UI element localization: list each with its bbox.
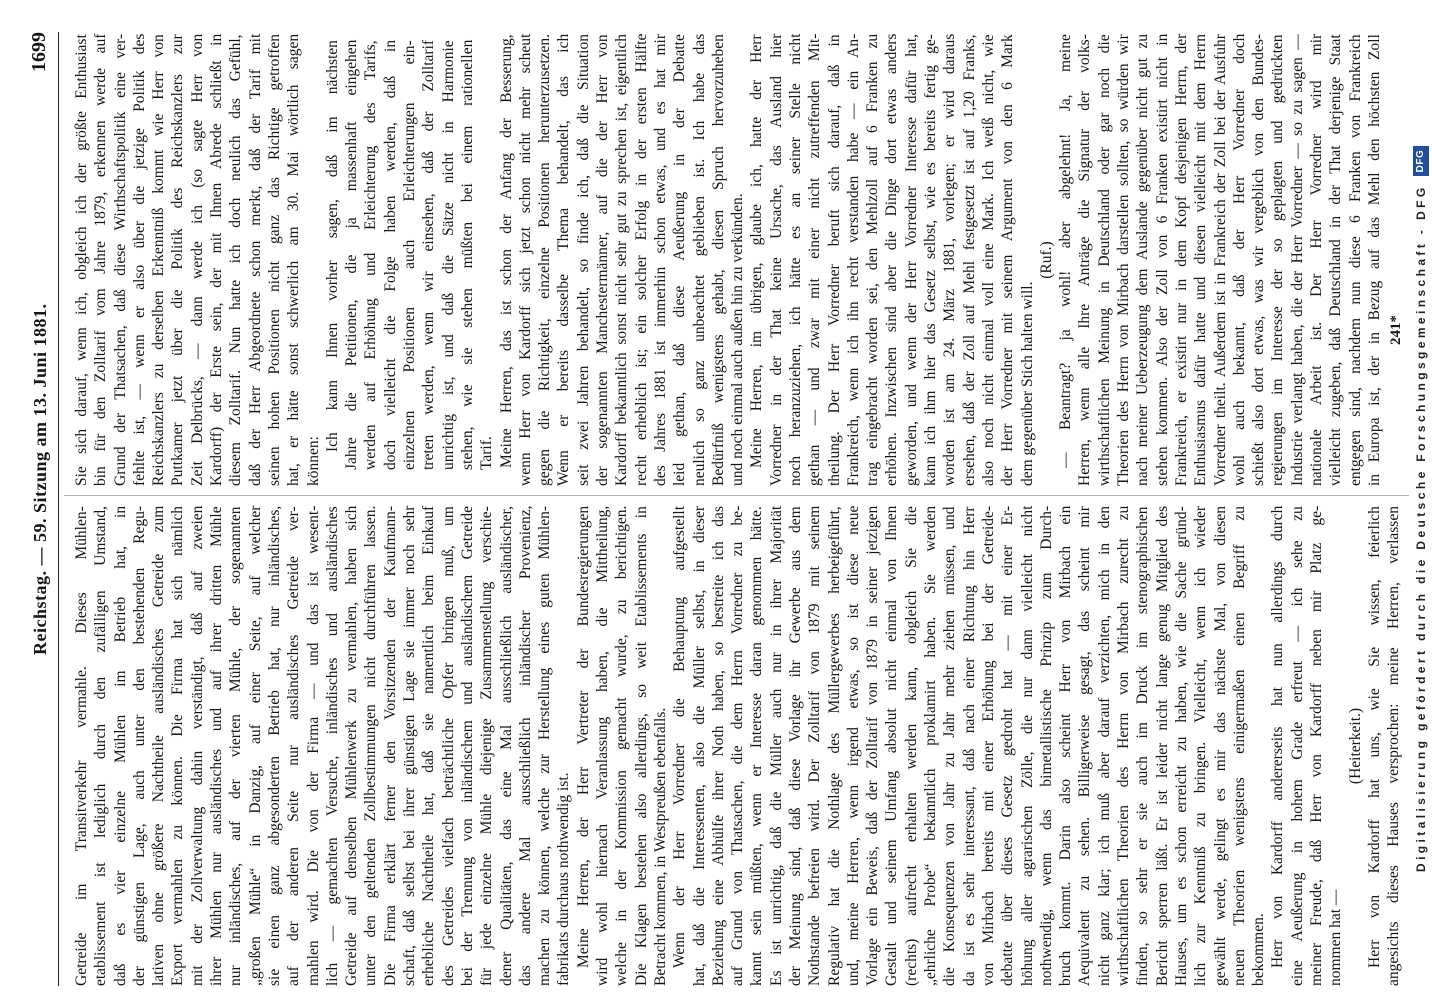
text-line <box>1288 34 1307 486</box>
text-line <box>1037 506 1056 986</box>
text-line <box>1018 506 1037 986</box>
text-line-text: bruch kommt. Darin also scheint Herr von Mirbach ein <box>1057 505 1075 986</box>
text-line <box>1346 506 1365 986</box>
text-line-text: meiner Freude, daß Herr von Kardorff neben mir Platz ge- <box>1308 505 1325 986</box>
text-line-text: unrichtig ist, und daß die Sätze nicht in Harmonie <box>439 40 457 470</box>
text-line-text: mit der Zollverwaltung dahin verständigt, daß auf zweien <box>188 505 206 986</box>
text-line <box>902 34 921 486</box>
text-line-text: des Jahres 1881 ist immerhin schon etwas, und es hat mir <box>651 33 669 486</box>
text-line-text: seit zwei Jahren behandelt, so finde ich, daß die Situation <box>574 34 592 486</box>
text-line-text: fabrikats durchaus nothwendig ist. <box>555 772 573 986</box>
text-line-text: auf der anderen Seite nur ausländisches Getreide ver- <box>285 506 303 986</box>
text-line <box>1133 506 1152 986</box>
text-line-text: Vorlage ein Beweis, daß der Zolltarif von 1879 in seiner jetzigen <box>864 505 882 986</box>
text-line <box>1172 34 1191 486</box>
interjection <box>1037 34 1056 486</box>
text-line <box>284 34 303 486</box>
text-line-text: mahlen wird. Die von der Firma — und das ist wesent- <box>304 505 322 986</box>
text-line <box>554 506 573 986</box>
text-line-text: Herren, wenn alle Ihre Anträge die Signatur der volks- <box>1076 34 1094 486</box>
paragraph <box>72 34 323 486</box>
text-line-text: vielleicht zugeben, daß Deutschland in der That derjenige Staat <box>1327 34 1345 486</box>
text-line <box>477 34 496 486</box>
text-line <box>1056 34 1075 486</box>
text-line-text: Herr von Kardorff hat uns, wie Sie wissen, feierlich <box>1365 506 1383 968</box>
header-rule <box>58 32 59 986</box>
text-line <box>767 34 786 486</box>
text-line-text: lich zur Kenntniß zu bringen. Vielleicht, wenn ich wieder <box>1192 505 1210 986</box>
text-line-text: Vorredner in der That keine Ursache, das Ausland hier <box>767 33 785 486</box>
text-line <box>593 506 612 986</box>
text-line <box>1211 34 1230 486</box>
text-line-text: leid gethan, daß diese Aeußerung in der Debatte <box>671 34 689 486</box>
column-left <box>72 506 1403 986</box>
text-line-text: wird wohl hiernach Veranlassung haben, die Mittheilung, <box>594 505 612 986</box>
text-line <box>535 506 554 986</box>
text-line <box>805 506 824 986</box>
text-line-text: ihrer Mühlen nur ausländisches und auf ihrer dritten Mühle <box>208 506 226 986</box>
text-line-text: Bedürfniß wenigstens gehabt, diesen Spruch hervorzuheben <box>709 34 727 486</box>
paragraph <box>574 506 670 986</box>
quotation <box>323 34 497 486</box>
text-line <box>670 506 689 986</box>
text-line-text: hat, er hätte sonst schwerlich am 30. Mai wörtlich sagen <box>285 33 303 486</box>
text-line-text: Wenn er bereits dasselbe Thema behandelt, das ich <box>555 33 573 486</box>
text-line <box>1326 34 1345 486</box>
text-line <box>1095 506 1114 986</box>
text-line <box>728 34 747 486</box>
text-line <box>381 506 400 986</box>
text-line <box>1133 34 1152 486</box>
text-line <box>458 34 477 486</box>
text-line <box>921 34 940 486</box>
text-line <box>1230 34 1249 486</box>
text-line <box>246 34 265 486</box>
text-line <box>940 506 959 986</box>
text-line-text: also noch nicht einmal voll eine Mark. Ich weiß nicht, wie <box>979 34 997 486</box>
text-line <box>149 34 168 486</box>
text-line-text: gethan — und zwar mit einer nicht zutreffenden Mit- <box>806 33 824 486</box>
text-line-text: Die Firma erklärt ferner den Vorsitzenden der Kaufmann- <box>381 505 399 986</box>
text-line-text: Ich kann Ihnen vorher sagen, daß im nächsten <box>323 40 341 452</box>
text-line <box>400 506 419 986</box>
text-line-text: welche in der Kommission gemacht wurde, zu berichtigen. <box>613 505 631 986</box>
text-line <box>149 506 168 986</box>
text-line <box>632 506 651 986</box>
text-line-text: Theorien des Herrn von Mirbach darstellen sollten, so würden wir <box>1115 34 1133 486</box>
text-line-text: theilung. Der Herr Vorredner beruft sich darauf, daß in <box>825 34 843 486</box>
text-line-text: seinen hohen Positionen nicht ganz das Richtige getroffen <box>265 33 283 486</box>
text-line <box>979 34 998 486</box>
text-line-text: Es ist unrichtig, daß die Müller auch nur in ihrer Majorität <box>767 505 785 986</box>
text-line <box>130 34 149 486</box>
paragraph <box>670 506 1268 986</box>
text-line <box>1326 506 1345 986</box>
text-line <box>91 34 110 486</box>
page-number: 1699 <box>28 32 50 72</box>
text-line-text: fehlte ist, — wenn er also über die jetzige Politik des <box>130 33 148 486</box>
text-line-text: Kardorff bekanntlich sonst nicht sehr gut zu sprechen ist, eigentlich <box>613 34 631 486</box>
text-line-text: der günstigen Lage, auch unter den bestehenden Regu- <box>130 505 148 986</box>
dfg-logo-icon: DFG <box>1413 146 1429 177</box>
text-line-text: debatte über dieses Gesetz gedroht hat — mit einer Er- <box>999 505 1017 986</box>
text-line <box>1018 34 1037 486</box>
text-line-text: Getreide auf denselben Mühlenwerk zu vermahlen, haben sich <box>343 505 361 986</box>
paragraph <box>497 34 748 486</box>
text-line-text: der Meinung sind, daß diese Vorlage ihr Gewerbe aus dem <box>786 506 804 986</box>
text-line-text: erhebliche Nachtheile hat, daß sie namentlich beim Einkauf <box>420 505 438 986</box>
text-line <box>226 34 245 486</box>
text-line <box>728 506 747 986</box>
text-line-text: trag eingebracht worden sei, den Mehlzoll auf 6 Franken zu <box>864 33 882 486</box>
text-line-text: einzelnen Positionen auch Erleichterungen ein- <box>401 40 419 470</box>
printer-signature: 241* <box>1388 315 1404 345</box>
text-line <box>1384 506 1403 986</box>
text-line-text: Frankreich, wenn ich ihn recht verstanden habe — ein An- <box>844 33 862 486</box>
text-line-text: für jede einzelne Mühle diejenige Zusammenstellung verschie- <box>478 506 496 986</box>
text-line <box>1172 506 1191 986</box>
text-line-text: lativen ohne größere Nachtheile ausländisches Getreide zum <box>150 505 168 986</box>
text-line <box>786 34 805 486</box>
text-line-text: Regulativ hat die Nothlage des Müllergewerbes herbeigeführt, <box>825 506 843 986</box>
text-line-text: unter den geltenden Zollbestimmungen nicht durchführen lassen. <box>362 505 380 986</box>
text-line-text: des Getreides vielfach beträchtliche Opfer bringen muß, um <box>439 506 457 986</box>
text-line-text: regierungen im Interesse der so geplagten und gedrückten <box>1269 34 1287 486</box>
text-line <box>998 506 1017 986</box>
text-line <box>168 506 187 986</box>
text-line-text: Jahre die Petitionen, die ja massenhaft eingehen <box>343 39 361 470</box>
text-line <box>1056 506 1075 986</box>
text-line-text: diesem Zolltarif. Nun hatte ich doch neulich das Gefühl, <box>227 34 245 486</box>
text-line <box>1037 34 1056 486</box>
text-line <box>574 34 593 486</box>
text-line-text: neulich so ganz unbeachtet geblieben ist. Ich habe das <box>690 33 708 486</box>
text-line <box>361 34 380 486</box>
text-line <box>111 34 130 486</box>
text-line-text: kann ich ihm hier das Gesetz selbst, wie es bereits fertig ge- <box>922 34 940 486</box>
text-line <box>111 506 130 986</box>
text-line <box>574 506 593 986</box>
text-line <box>612 34 631 486</box>
text-line-text: Kardorff) der Erste sein, der mit Ihnen Abrede schließt in <box>208 33 226 486</box>
text-line-text: Enthusiasmus dafür hatte und diesen vielleicht mit dem Herrn <box>1192 34 1210 486</box>
text-line-text: Aequivalent zu sehen. Billigerweise gesagt, das scheint mir <box>1076 506 1094 986</box>
text-line <box>960 506 979 986</box>
text-line <box>323 34 342 486</box>
text-line-text: Wenn der Herr Vorredner die Behauptung aufgestellt <box>671 505 689 968</box>
text-line <box>1307 34 1326 486</box>
text-line <box>439 34 458 486</box>
text-line-text: eine Aeußerung in hohem Grade erfreut — ich sehe zu <box>1288 506 1306 986</box>
text-line-text: Meine Herren, im übrigen, glaube ich, hatte der Herr <box>748 34 766 468</box>
text-line <box>361 506 380 986</box>
text-line <box>554 34 573 486</box>
text-line-text: der Herr Vorredner mit seinem Argument von den 6 Mark <box>999 34 1017 486</box>
text-line-text: das andere Mal ausschließlich inländischer Provenienz, <box>516 505 534 986</box>
text-line-text: stehen kommen. Also der Zoll von 6 Franken existirt nicht in <box>1153 33 1171 486</box>
text-line-text: wirthschaftlichen Theorien des Herrn von Mirbach zurecht zu <box>1115 505 1133 986</box>
text-line <box>91 506 110 986</box>
text-line <box>497 506 516 986</box>
text-line-text: wenn Herr von Kardorff sich jetzt schon nicht mehr scheut <box>516 33 534 486</box>
text-line <box>593 34 612 486</box>
text-line <box>1114 34 1133 486</box>
text-line <box>1075 34 1094 486</box>
text-line-text: (Heiterkeit.) <box>1346 707 1364 785</box>
text-line-text: Beziehung eine Abhülfe ihrer Noth haben, so bestreite ich das <box>709 506 727 986</box>
text-line <box>246 506 265 986</box>
text-line <box>1153 506 1172 986</box>
text-line-text: nothwendig, wenn das bimetallistische Prinzip zum Durch- <box>1037 505 1055 986</box>
text-line <box>168 34 187 486</box>
text-line <box>844 506 863 986</box>
text-line <box>342 506 361 986</box>
text-line <box>825 34 844 486</box>
text-line <box>767 506 786 986</box>
text-line <box>419 506 438 986</box>
text-line <box>400 34 419 486</box>
text-line-text: finden, so sehr er sie auch im Druck im stenographischen <box>1134 506 1152 986</box>
text-line-text: Meine Herren, das ist schon der Anfang der Besserung, <box>497 34 515 468</box>
text-line-text: dem gegenüber Stich halten will. <box>1018 281 1036 486</box>
text-line-text: nicht ganz klar; ich muß aber darauf verzichten, mich in den <box>1095 506 1113 986</box>
text-line-text: Vorredner theilt. Außerdem ist in Frankreich der Zoll bei der Ausfuhr <box>1211 34 1229 486</box>
text-line <box>1268 34 1287 486</box>
text-line <box>882 506 901 986</box>
text-line-text: doch vielleicht die Folge haben werden, daß in <box>381 39 399 470</box>
text-line-text: Frankreich, er existirt nur in dem Kopf desjenigen Herrn, der <box>1172 33 1190 486</box>
text-line <box>632 34 651 486</box>
text-line <box>882 34 901 486</box>
text-line <box>304 34 323 486</box>
text-line <box>458 506 477 986</box>
text-line <box>940 34 959 486</box>
text-line <box>381 34 400 486</box>
text-line-text: und noch einmal auch außen hin zu verkünden. <box>729 193 747 486</box>
text-line-text: und, meine Herren, wenn irgend etwas, so ist diese neue <box>844 505 862 986</box>
text-line <box>690 34 709 486</box>
text-line-text: dener Qualitäten, das eine Mal ausschließlich ausländischer, <box>497 506 515 986</box>
text-line <box>1211 506 1230 986</box>
text-line-text: Tarif. <box>478 436 496 470</box>
paragraph <box>72 506 574 986</box>
text-line <box>342 34 361 486</box>
text-line-text: „großen Mühle“ in Danzig, auf einer Seite, auf welcher <box>246 505 264 986</box>
text-line-text: lich — gemachten Versuche, inländisches und ausländisches <box>323 506 341 986</box>
text-line-text: erhöhen. Inzwischen sind aber die Dinge dort etwas anders <box>883 33 901 486</box>
text-line-text: (rechts) aufrecht erhalten werden kann, obgleich Sie die <box>902 506 920 986</box>
credit-text: Digitalisierung gefördert durch die Deutsche Forschungsgemeinschaft - DFG <box>1414 184 1428 872</box>
text-line-text: Reichskanzlers zu derselben Erkenntniß kommt wie Herr von <box>150 34 168 486</box>
text-line-text: angesichts dieses Hauses versprochen: meine Herren, verlassen <box>1385 506 1403 986</box>
text-line-text: Gestalt und seinem Umfang absolut nicht einmal von Ihnen <box>883 505 901 986</box>
paragraph <box>1268 506 1345 986</box>
text-line <box>709 506 728 986</box>
text-line <box>1268 506 1287 986</box>
text-line-text: „ehrliche Probe“ bekanntlich proklamirt haben. Sie werden <box>922 505 940 986</box>
text-line-text: Sie sich darauf, wenn ich, obgleich ich der größte Enthusiast <box>73 34 90 486</box>
text-line <box>188 34 207 486</box>
text-line <box>1288 506 1307 986</box>
text-line <box>921 506 940 986</box>
text-line <box>1075 506 1094 986</box>
text-line <box>284 506 303 986</box>
text-line-text: (Ruf.) <box>1037 241 1055 279</box>
text-line <box>979 506 998 986</box>
text-line-text: Hauses, um es schon erreicht zu haben, wie die Sache gründ- <box>1172 506 1190 986</box>
text-line-text: nationale Arbeit ist. Der Herr Vorredner wird mir <box>1308 33 1325 486</box>
text-line-text: — Beantragt? ja wohl! aber abgelehnt! Ja, meine <box>1057 34 1075 468</box>
text-line-text: entgegen sind, nachdem nun diese 6 Franken von Frankreich <box>1346 34 1364 486</box>
text-line-text: daß der Herr Abgeordnete schon merkt, daß der Tarif mit <box>246 33 264 486</box>
text-line <box>516 506 535 986</box>
text-line <box>265 34 284 486</box>
text-line-text: Die Klagen bestehen also allerdings, so weit Etablissements in <box>632 506 650 986</box>
paragraph <box>1056 34 1384 486</box>
text-line-text: von Mirbach bereits mit einer Erhöhung bei der Getreide- <box>979 505 997 986</box>
text-line <box>1249 34 1268 486</box>
text-line <box>902 506 921 986</box>
paragraph <box>747 34 1036 486</box>
text-line-text: da ist es sehr interessant, daß nach einer Richtung hin Herr <box>960 506 978 986</box>
text-line-text: werden auf Erhöhung und Erleichterung des Tarifs, <box>362 40 380 470</box>
text-line-text: Bericht sperren läßt. Er ist leider nicht lange genug Mitglied des <box>1153 505 1171 986</box>
text-line <box>1191 34 1210 486</box>
text-line-text: ersehen, daß der Zoll auf Mehl festgesetzt ist auf 1,20 Franks, <box>960 34 978 486</box>
text-line <box>516 34 535 486</box>
text-line-text: bei der Trennung von inländischem und ausländischem Getreide <box>458 505 476 986</box>
text-line-text: gegen die Richtigkeit, einzelne Positionen herunterzusetzen. <box>536 33 554 486</box>
text-line <box>863 506 882 986</box>
text-line <box>747 34 766 486</box>
text-line-text: bekommen. <box>1250 913 1268 986</box>
text-line <box>304 506 323 986</box>
text-line-text: wirthschaftlichen Meinung in Deutschland oder gar noch die <box>1095 34 1113 486</box>
text-line-text: geworden, und wenn der Herr Vorredner Interesse dafür hat, <box>902 33 920 486</box>
text-line <box>497 34 516 486</box>
text-line-text: bin für den Zolltarif vom Jahre 1879, erkennen werde auf <box>92 33 110 486</box>
text-line <box>1114 506 1133 986</box>
text-line <box>825 506 844 986</box>
text-line-text: Grund der Thatsachen, daß diese Wirthschaftspolitik eine ver- <box>111 33 129 486</box>
text-line <box>960 34 979 486</box>
text-line <box>419 34 438 486</box>
text-line <box>72 506 91 986</box>
text-line-text: treten werden, wenn wir einsehen, daß der Zolltarif <box>420 39 438 470</box>
text-line-text: nommen hat — <box>1327 889 1345 986</box>
text-line-text: Industrie verlangt haben, die der Herr Vorredner — so zu sagen — <box>1288 34 1306 486</box>
text-line-text: etablissement ist lediglich durch den zufälligen Umstand, <box>92 506 110 986</box>
paragraph <box>1365 506 1404 986</box>
column-rule <box>64 495 1409 496</box>
text-line-text: wohl auch bekannt, daß der Herr Vorredner doch <box>1230 33 1248 486</box>
text-line-text: Zeit Delbrücks, — dann werde ich (so sagte Herr von <box>188 33 206 486</box>
text-line <box>786 506 805 986</box>
text-line-text: auf Grund von Thatsachen, die dem Herrn Vorredner zu be- <box>729 505 747 986</box>
text-line <box>226 506 245 986</box>
text-line-text: gewählt werde, gelingt es mir das nächste Mal, von diesen <box>1211 506 1229 986</box>
text-line-text: sie einen ganz abgesonderten Betrieb hat, nur inländisches, <box>265 505 283 986</box>
text-line <box>1346 34 1365 486</box>
text-line-text: können: <box>304 436 322 486</box>
text-line-text: der sogenannten Manchestermänner, auf die der Herr von <box>594 34 612 486</box>
running-header-title: Reichstag. — 59. Sitzung am 13. Juni 1881. <box>30 303 50 655</box>
text-line <box>1365 34 1384 486</box>
text-line <box>130 506 149 986</box>
text-line-text: noch heranzuziehen, ich hätte es an seiner Stelle nicht <box>786 33 804 486</box>
text-line-text: schaft, daß selbst bei ihrer günstigen Lage sie immer noch sehr <box>401 505 419 986</box>
text-line-text: worden ist am 24. März 1881, vorlegen; er wird daraus <box>941 33 959 486</box>
text-line <box>207 506 226 986</box>
text-line <box>690 506 709 986</box>
text-line <box>612 506 631 986</box>
text-line <box>670 34 689 486</box>
text-line <box>1249 506 1268 986</box>
text-line-text: Herr von Kardorff andererseits hat nun allerdings durch <box>1269 505 1287 968</box>
text-line-text: Getreide im Transitverkehr vermahle. Dieses Mühlen- <box>73 506 90 986</box>
text-line-text: recht erheblich ist; ein solcher Erfolg in der ersten Hälfte <box>632 33 650 486</box>
text-line <box>439 506 458 986</box>
text-line-text: schießt also dort etwas, was wir vergeblich von den Bundes- <box>1250 33 1268 486</box>
text-line <box>651 506 670 986</box>
text-line-text: daß es vier einzelne Mühlen im Betrieb hat, in <box>111 505 129 986</box>
text-line <box>1095 34 1114 486</box>
text-line <box>188 506 207 986</box>
text-line-text: Puttkamer jetzt über die Politik des Reichskanzlers zur <box>169 34 187 486</box>
text-line <box>651 34 670 486</box>
text-line-text: neuen Theorien wenigstens einigermaßen einen Begriff zu <box>1230 506 1248 986</box>
text-line-text: Export vermahlen zu können. Die Firma hat sich nämlich <box>169 506 187 986</box>
text-line <box>207 34 226 486</box>
text-line <box>477 506 496 986</box>
text-line-text: höhung aller agrarischen Zölle, die nur dann vielleicht nicht <box>1018 505 1036 986</box>
text-line-text: hat, daß die Interessenten, also die Müller selbst, in dieser <box>690 506 708 986</box>
text-line <box>1230 506 1249 986</box>
text-line-text: in Europa ist, der in Bezug auf das Mehl den höchsten Zoll <box>1365 34 1383 486</box>
text-line-text: kannt sein müßten, wenn er Interesse daran genommen hätte. <box>748 506 766 986</box>
text-line <box>265 506 284 986</box>
text-line-text: Nothstande befreien wird. Der Zolltarif von 1879 mit seinem <box>806 505 824 986</box>
text-line-text: nach meiner Ueberzeugung dem Auslande gegenüber nicht gut zu <box>1134 33 1152 486</box>
text-line <box>535 34 554 486</box>
text-line <box>1307 506 1326 986</box>
column-right <box>72 34 1384 486</box>
text-line <box>805 34 824 486</box>
interjection <box>1346 506 1365 986</box>
text-line <box>747 506 766 986</box>
text-line <box>1191 506 1210 986</box>
text-line-text: Betracht kommen, in Westpreußen ebenfalls. <box>651 707 669 986</box>
text-line-text: die Konsequenzen von Jahr zu Jahr mehr ziehen müssen, und <box>941 506 959 986</box>
text-line <box>1365 506 1384 986</box>
text-line <box>323 506 342 986</box>
text-line-text: stehen, wie sie stehen müßten bei einem rationellen <box>458 39 476 470</box>
text-line-text: Meine Herren, der Herr Vertreter der Bundesregierungen <box>574 505 592 968</box>
text-line <box>1153 34 1172 486</box>
text-line <box>844 34 863 486</box>
text-line-text: nur inländisches, auf der vierten Mühle, der sogenannten <box>227 506 245 986</box>
text-line <box>863 34 882 486</box>
text-line <box>709 34 728 486</box>
digitization-credit <box>1413 10 1429 890</box>
text-line-text: machen zu können, welche zur Herstellung eines guten Mühlen- <box>536 506 554 986</box>
text-line <box>998 34 1017 486</box>
text-line <box>72 34 91 486</box>
